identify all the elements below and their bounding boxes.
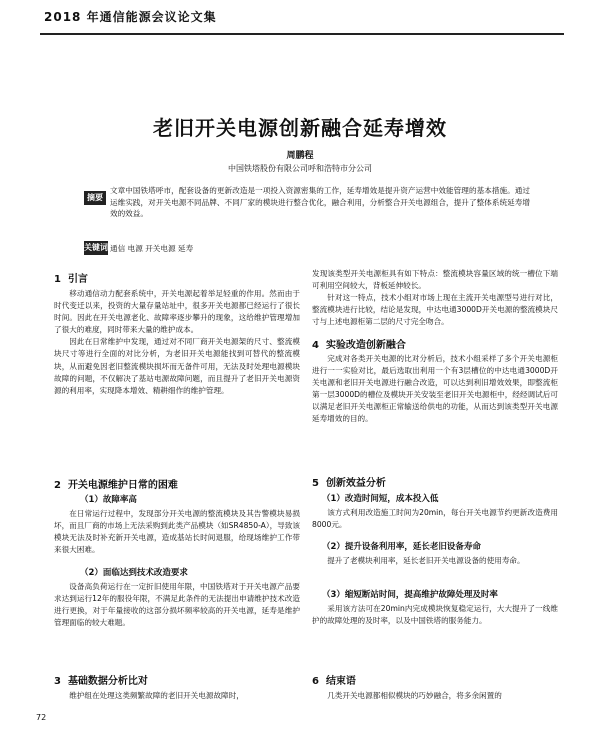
keywords-text: 通信 电源 开关电源 延寿	[110, 244, 194, 253]
paragraph: 提升了老模块利用率，延长老旧开关电源设备的使用寿命。	[327, 556, 525, 565]
section-1-body	[54, 288, 300, 397]
paragraph: 在日常运行过程中，发现部分开关电源的整流模块及其告警模块易损坏，而且厂商的市场上无法采购到此类产品模块（如SR4850-A），导致该模块无法及时补充新开关电源，造成基站长时间退服，给现场维护工作带来很大困难。	[54, 509, 301, 555]
section-5-sub-2: （2）提升设备利用率，延长老旧设备寿命	[322, 542, 481, 552]
section-6-heading: 6 结束语	[312, 676, 356, 687]
section-1-heading: 1 引言	[54, 274, 88, 285]
section-3-body	[54, 690, 300, 702]
section-4-body	[312, 353, 558, 426]
section-2-heading: 2 开关电源维护日常的困难	[54, 480, 178, 491]
page-number: 72	[36, 713, 47, 722]
section-4-heading: 4 实验改造创新融合	[312, 340, 406, 351]
section-2-body-1	[54, 508, 300, 556]
section-5-sub-3: （3）缩短断站时间，提高维护故障处理及时率	[322, 590, 498, 600]
paragraph: 维护组在处理这类频繁故障的老旧开关电源故障时，	[69, 691, 244, 700]
section-5-sub-1: （1）改造时间短，成本投入低	[322, 494, 439, 504]
paragraph: 该方式利用改造施工时间为20min，每台开关电源节约更新改造费用8000元。	[312, 508, 558, 530]
section-2-sub-2: （2）面临达到技术改造要求	[80, 568, 188, 578]
section-3-heading: 3 基础数据分析比对	[54, 676, 148, 687]
section-5-heading: 5 创新效益分析	[312, 478, 386, 489]
running-header: 2018 年通信能源会议论文集	[44, 10, 217, 24]
section-5-body-3	[312, 603, 558, 627]
section-2-body-2	[54, 581, 300, 629]
paragraph: 针对这一特点，技术小组对市场上现在主流开关电源型号进行对比，整流模块进行比较，结论是发现，中达电通3000D开关电源的整流模块尺寸与上述电源柜第二层的尺寸完全吻合。	[312, 293, 558, 327]
section-5-body-2	[312, 555, 558, 567]
section-3-continued	[312, 268, 558, 328]
author-affiliation: 中国铁塔股份有限公司呼和浩特市分公司	[228, 164, 372, 173]
section-5-body-1	[312, 507, 558, 531]
keywords-label: 关键词	[84, 241, 108, 255]
paragraph: 设备高负荷运行在一定折旧使用年限，中国铁塔对于开关电源产品要求达到运行12年的服役年限，不满足此条件的无法提出申请维护技术改造进行更换，对于年量接收的这部分损坏频率较高的开关电源，延寿是维护管理面临的较大难题。	[54, 582, 300, 628]
abstract-label: 摘要	[84, 191, 106, 205]
abstract-block	[84, 185, 528, 231]
paragraph: 采用该方法可在20min内完成模块恢复稳定运行，大大提升了一线维护的故障处理的及时率，以及中国铁塔的服务能力。	[312, 604, 558, 626]
section-6-body	[312, 690, 558, 702]
abstract-text: 文章中国铁塔呼市，配套设备的更新改造是一项投入资源密集的工作，延寿增效是提升资产运营中效能管理的基本措施。通过运维实践，对开关电源不同品牌、不同厂家的模块进行整合优化，融合利用，分析整合开关电源组合，提升了整体系统延寿增效的效益。	[110, 186, 530, 218]
article-title: 老旧开关电源创新融合延寿增效	[153, 116, 447, 140]
header-rule	[40, 33, 564, 35]
section-2-sub-1: （1）故障率高	[80, 495, 137, 505]
paragraph: 移动通信动力配套系统中，开关电源起着举足轻重的作用。然而由于时代变迁以来，投资的大量存量站址中，很多开关电源都已经运行了很长时间。因此在开关电源老化、故障率逐步攀升的现象，这给维护管理增加了很大的难度，同时带来大量的维护成本。	[54, 289, 300, 335]
paragraph: 完成对各类开关电源的比对分析后，技术小组采样了多个开关电源柜进行一一实验对比，最后选取出利用一个有3层槽位的中达电通3000D开关电源和老旧开关电源进行融合改造，可以达到利旧增效效果，即整流柜第一层3000D的槽位及模块开关安装至老旧开关电源柜中，经经调试后可以满足老旧开关电源柜正常输送给供电的功能，从而达到该类型开关电源延寿增效的目的。	[312, 354, 558, 424]
paragraph: 几类开关电源都相似模块的巧妙融合，将多余闲置的	[327, 691, 502, 700]
paragraph: 因此在日常维护中发现，通过对不同厂商开关电源架的尺寸、整流模块尺寸等进行全面的对比分析，为老旧开关电源能找到可替代的整流模块，从而避免因老旧整流模块损坏而无备件可用，无法及时处理电源模块故障的问题，不仅解决了基站电源故障问题，而且提升了老旧开关电源资源的利用率，实现降本增效、精耕细作的维护管理。	[54, 337, 300, 395]
paragraph: 发现该类型开关电源柜具有如下特点：整流模块容量区域的统一槽位下端可利用空间较大，背板延伸较长。	[312, 269, 558, 291]
author-name: 周鹏程	[286, 151, 314, 161]
